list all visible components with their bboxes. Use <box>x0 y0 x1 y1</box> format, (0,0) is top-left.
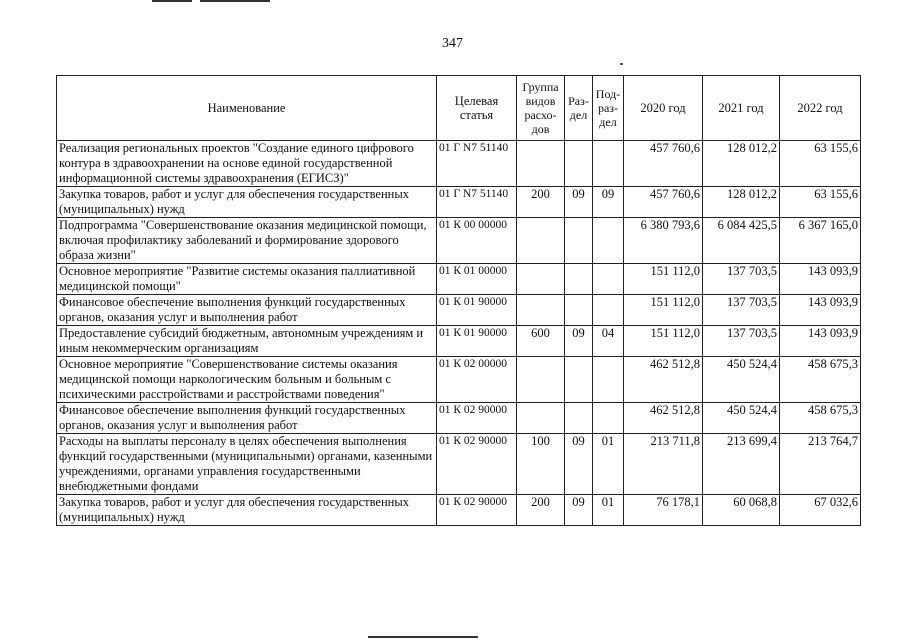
cell-2020: 462 512,8 <box>624 403 703 434</box>
cell-2022: 67 032,6 <box>780 495 861 526</box>
header-section: Раз- дел <box>565 76 593 141</box>
cell-subsection: 09 <box>593 187 624 218</box>
cell-group: 600 <box>517 326 565 357</box>
cell-name: Финансовое обеспечение выполнения функций государственных органов, оказания услуг и выполнения работ <box>57 403 437 434</box>
cell-group <box>517 357 565 403</box>
cell-subsection <box>593 357 624 403</box>
cell-2021: 128 012,2 <box>703 187 780 218</box>
page-number: 347 <box>442 36 463 51</box>
cell-2021: 213 699,4 <box>703 434 780 495</box>
cell-2020: 6 380 793,6 <box>624 218 703 264</box>
cell-2022: 63 155,6 <box>780 141 861 187</box>
cell-group: 200 <box>517 187 565 218</box>
table-row <box>57 141 861 187</box>
cell-2020: 76 178,1 <box>624 495 703 526</box>
table-row <box>57 434 861 495</box>
cell-section: 09 <box>565 187 593 218</box>
cell-2020: 151 112,0 <box>624 326 703 357</box>
header-2022: 2022 год <box>780 76 861 141</box>
cell-2022: 143 093,9 <box>780 326 861 357</box>
cell-target: 01 К 01 90000 <box>437 295 517 326</box>
header-name: Наименование <box>57 76 437 141</box>
cell-section: 09 <box>565 326 593 357</box>
cell-2022: 458 675,3 <box>780 357 861 403</box>
cell-section <box>565 264 593 295</box>
cell-section <box>565 218 593 264</box>
cell-target: 01 Г N7 51140 <box>437 141 517 187</box>
table-row <box>57 403 861 434</box>
header-2021: 2021 год <box>703 76 780 141</box>
cell-2020: 457 760,6 <box>624 187 703 218</box>
cell-2020: 457 760,6 <box>624 141 703 187</box>
top-scan-marks <box>152 0 272 4</box>
cell-section <box>565 357 593 403</box>
header-target: Целевая статья <box>437 76 517 141</box>
cell-2021: 450 524,4 <box>703 403 780 434</box>
cell-target: 01 К 02 90000 <box>437 403 517 434</box>
cell-2022: 213 764,7 <box>780 434 861 495</box>
cell-group <box>517 264 565 295</box>
table-row <box>57 264 861 295</box>
cell-name: Закупка товаров, работ и услуг для обеспечения государственных (муниципальных) нужд <box>57 187 437 218</box>
cell-2021: 137 703,5 <box>703 295 780 326</box>
cell-subsection: 04 <box>593 326 624 357</box>
cell-group: 100 <box>517 434 565 495</box>
cell-group <box>517 295 565 326</box>
cell-subsection <box>593 264 624 295</box>
cell-2021: 60 068,8 <box>703 495 780 526</box>
cell-group <box>517 141 565 187</box>
scan-dot <box>620 63 623 65</box>
cell-target: 01 К 02 00000 <box>437 357 517 403</box>
table-row <box>57 295 861 326</box>
table-row <box>57 218 861 264</box>
cell-target: 01 Г N7 51140 <box>437 187 517 218</box>
cell-2020: 151 112,0 <box>624 295 703 326</box>
cell-subsection <box>593 403 624 434</box>
cell-2022: 6 367 165,0 <box>780 218 861 264</box>
cell-name: Основное мероприятие "Совершенствование системы оказания медицинской помощи наркологическим больным и больным с психическими расстройствами и расстройствами поведения" <box>57 357 437 403</box>
cell-2021: 137 703,5 <box>703 326 780 357</box>
cell-subsection <box>593 141 624 187</box>
cell-group <box>517 403 565 434</box>
cell-2020: 213 711,8 <box>624 434 703 495</box>
cell-2021: 137 703,5 <box>703 264 780 295</box>
cell-2022: 63 155,6 <box>780 187 861 218</box>
header-subsection: Под- раз- дел <box>593 76 624 141</box>
cell-section <box>565 403 593 434</box>
cell-2022: 143 093,9 <box>780 295 861 326</box>
cell-target: 01 К 01 00000 <box>437 264 517 295</box>
header-group: Группа видов расхо- дов <box>517 76 565 141</box>
cell-name: Предоставление субсидий бюджетным, автономным учреждениям и иным некоммерческим организациям <box>57 326 437 357</box>
table-row <box>57 357 861 403</box>
cell-name: Реализация региональных проектов "Создание единого цифрового контура в здравоохранении на основе единой государственной информационной системы здравоохранения (ЕГИСЗ)" <box>57 141 437 187</box>
scan-mark <box>200 0 270 2</box>
scan-mark <box>152 0 192 2</box>
cell-2021: 450 524,4 <box>703 357 780 403</box>
cell-2022: 458 675,3 <box>780 403 861 434</box>
cell-target: 01 К 01 90000 <box>437 326 517 357</box>
cell-subsection <box>593 218 624 264</box>
cell-name: Финансовое обеспечение выполнения функций государственных органов, оказания услуг и выполнения работ <box>57 295 437 326</box>
cell-name: Расходы на выплаты персоналу в целях обеспечения выполнения функций государственными (муниципальными) органами, казенными учреждениями, органами управления государственными внебюджетными фондами <box>57 434 437 495</box>
table-row <box>57 326 861 357</box>
cell-section: 09 <box>565 495 593 526</box>
cell-name: Закупка товаров, работ и услуг для обеспечения государственных (муниципальных) нужд <box>57 495 437 526</box>
table-row <box>57 495 861 526</box>
cell-section <box>565 141 593 187</box>
cell-subsection: 01 <box>593 495 624 526</box>
cell-subsection <box>593 295 624 326</box>
cell-2020: 151 112,0 <box>624 264 703 295</box>
cell-target: 01 К 02 90000 <box>437 434 517 495</box>
cell-target: 01 К 00 00000 <box>437 218 517 264</box>
cell-2020: 462 512,8 <box>624 357 703 403</box>
table-row <box>57 187 861 218</box>
cell-target: 01 К 02 90000 <box>437 495 517 526</box>
budget-table <box>56 75 861 526</box>
cell-subsection: 01 <box>593 434 624 495</box>
cell-2021: 128 012,2 <box>703 141 780 187</box>
header-2020: 2020 год <box>624 76 703 141</box>
cell-2022: 143 093,9 <box>780 264 861 295</box>
cell-group: 200 <box>517 495 565 526</box>
cell-group <box>517 218 565 264</box>
header-row <box>57 76 861 141</box>
cell-section: 09 <box>565 434 593 495</box>
cell-name: Основное мероприятие "Развитие системы оказания паллиативной медицинской помощи" <box>57 264 437 295</box>
cell-name: Подпрограмма "Совершенствование оказания медицинской помощи, включая профилактику заболеваний и формирование здорового образа жизни" <box>57 218 437 264</box>
cell-section <box>565 295 593 326</box>
bottom-scan-mark <box>368 636 478 638</box>
cell-2021: 6 084 425,5 <box>703 218 780 264</box>
